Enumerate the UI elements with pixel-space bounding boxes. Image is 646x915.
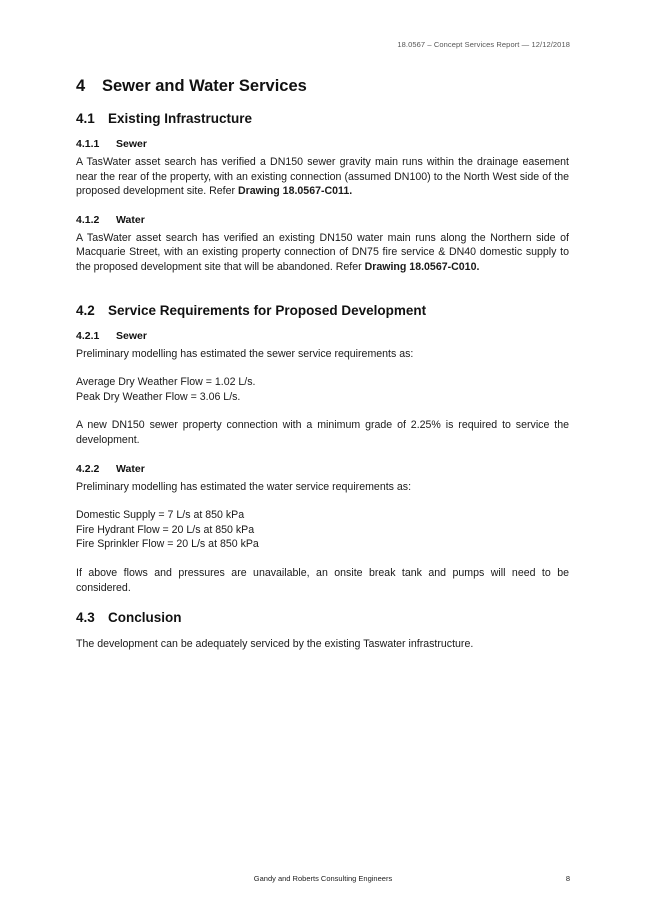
subheading-number: 4.2.1 [76,329,100,342]
subsection-number: 4.2 [76,302,95,318]
page-number: 8 [565,874,570,883]
header-reference: 18.0567 – Concept Services Report — 12/12/2018 [397,40,570,49]
subsection-number: 4.3 [76,610,95,626]
subsection-title: Existing Infrastructure [108,111,253,126]
fire-hydrant-flow: Fire Hydrant Flow = 20 L/s at 850 kPa [76,523,255,536]
domestic-supply: Domestic Supply = 7 L/s at 850 kPa [76,509,245,522]
subheading-title: Water [116,213,145,226]
existing-water-text: A TasWater asset search has verified an existing DN150 water main runs along the Northern side of Macquarie Street, with an existing property connection of DN75 fire service & DN40 domestic supply to the proposed development site that will be abandoned. Refer [76,231,569,273]
page-content [76,77,569,652]
average-dry-weather-flow: Average Dry Weather Flow = 1.02 L/s. [76,376,256,389]
existing-sewer-drawing-ref: Drawing 18.0567-C011. [237,185,353,198]
section-heading [76,77,569,96]
subsection-heading-service-requirements [76,303,569,318]
subheading-title: Water [116,462,145,475]
subheading-existing-water [76,214,569,226]
subsection-number: 4.1 [76,111,95,126]
subheading-required-water [76,463,569,475]
section-title: Sewer and Water Services [102,77,307,95]
subheading-title: Sewer [116,329,147,342]
existing-sewer-text: A TasWater asset search has verified a DN150 sewer gravity main runs within the drainage easement near the rear of the property, with an existing connection (assumed DN100) to the North West side of the proposed development site. Refer [76,156,569,198]
sewer-connection-paragraph: A new DN150 sewer property connection with a minimum grade of 2.25% is required to service the development. [76,419,569,446]
subheading-title: Sewer [116,138,147,150]
sewer-intro: Preliminary modelling has estimated the sewer service requirements as: [76,347,414,360]
water-intro: Preliminary modelling has estimated the water service requirements as: [76,480,412,493]
existing-water-drawing-ref: Drawing 18.0567-C010. [364,260,480,273]
subheading-number: 4.2.2 [76,462,100,475]
subheading-number: 4.1.2 [76,213,100,226]
fire-sprinkler-flow: Fire Sprinkler Flow = 20 L/s at 850 kPa [76,538,259,551]
subsection-title: Service Requirements for Proposed Development [108,302,427,318]
subheading-existing-sewer [76,138,569,150]
conclusion-paragraph: The development can be adequately serviced by the existing Taswater infrastructure. [76,638,474,651]
water-pressure-note: If above flows and pressures are unavailable, an onsite break tank and pumps will need to be considered. [76,566,569,594]
existing-sewer-paragraph [76,155,569,199]
existing-water-paragraph [76,231,569,275]
section-number: 4 [76,77,86,95]
peak-dry-weather-flow: Peak Dry Weather Flow = 3.06 L/s. [76,390,241,403]
subheading-number: 4.1.1 [76,138,100,150]
subheading-required-sewer [76,330,569,342]
subsection-title: Conclusion [108,610,182,626]
footer-company: Gandy and Roberts Consulting Engineers [253,874,393,883]
subsection-heading-conclusion [76,610,569,625]
subsection-heading-existing-infrastructure [76,111,569,126]
